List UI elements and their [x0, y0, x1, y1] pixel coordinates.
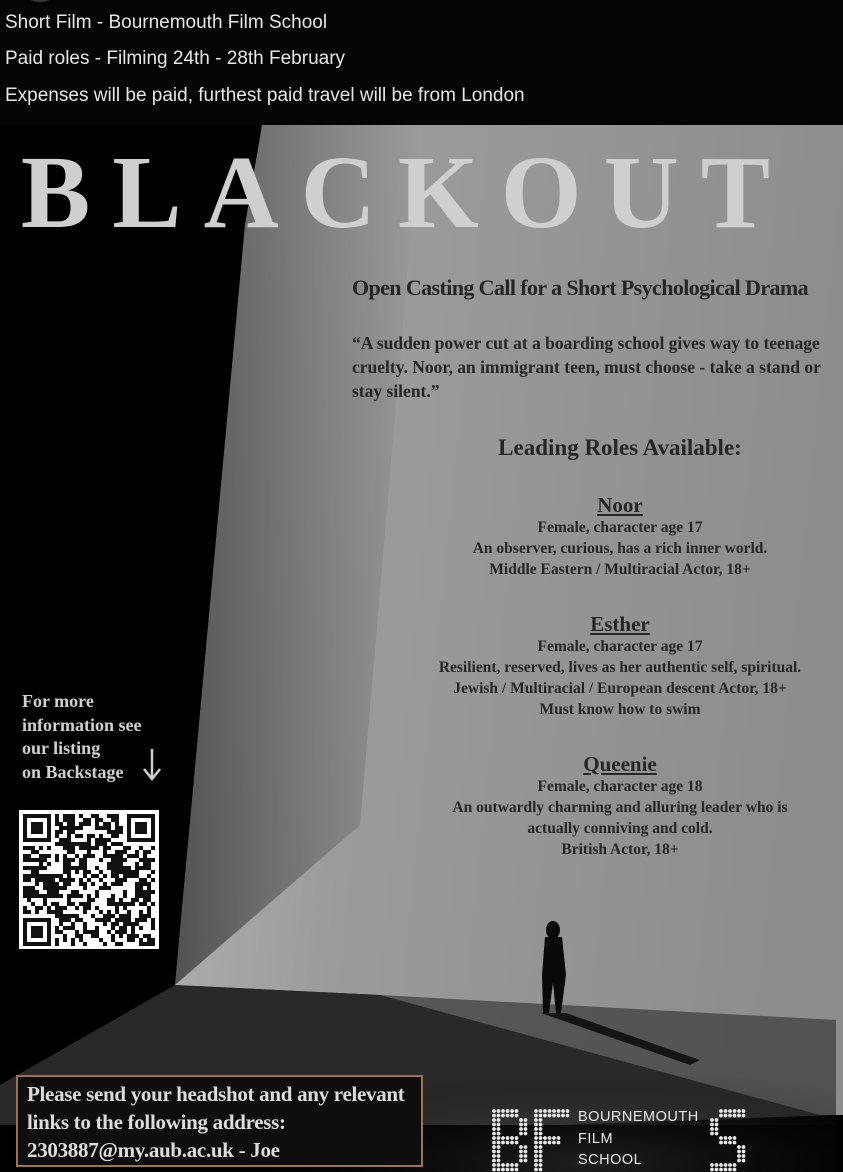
post-caption [0, 0, 843, 125]
film-title: BLACKOUT [20, 135, 793, 250]
role-line: Female, character age 17 [537, 638, 703, 655]
contact-email[interactable]: 2303887@my.aub.ac.uk - Joe [27, 1138, 280, 1162]
contact-line: links to the following address: [27, 1110, 286, 1134]
caption-line-1: Short Film - Bournemouth Film School [5, 12, 328, 33]
role-line: An observer, curious, has a rich inner world. [472, 540, 768, 557]
casting-poster[interactable] [0, 125, 843, 1172]
logo-word: FILM [578, 1130, 614, 1147]
contact-line: Please send your headshot and any relevant [27, 1082, 405, 1106]
arrow-down-icon [143, 749, 161, 781]
more-info-line: For more [22, 691, 94, 711]
logo-word: SCHOOL [578, 1152, 643, 1168]
more-info-line: our listing [22, 738, 101, 758]
logline: “A sudden power cut at a boarding school gives way to teenage cruelty. Noor, an immigrant teen, must choose - take a stand or stay silent.” [352, 333, 821, 401]
role-name: Queenie [583, 752, 657, 776]
qr-finder [23, 814, 51, 842]
roles-heading: Leading Roles Available: [498, 435, 742, 460]
backstage-qr-code[interactable] [19, 810, 159, 949]
role-line: An outwardly charming and alluring leader who is [452, 799, 788, 816]
role-line: British Actor, 18+ [561, 841, 679, 858]
role-line: Jewish / Multiracial / European descent Actor, 18+ [453, 680, 787, 697]
bfs-logo-text [578, 1107, 699, 1172]
role-line: Middle Eastern / Multiracial Actor, 18+ [489, 561, 751, 578]
role-name: Esther [590, 612, 650, 636]
bfs-logo [490, 1105, 750, 1172]
role-line: Resilient, reserved, lives as her authentic self, spiritual. [438, 659, 802, 676]
contact-box [16, 1075, 423, 1167]
role-line: Female, character age 18 [537, 778, 703, 795]
role-name: Noor [597, 493, 643, 517]
avatar[interactable] [26, 0, 54, 2]
more-info-line: information see [22, 714, 142, 735]
role-queenie [400, 752, 840, 860]
casting-subtitle: Open Casting Call for a Short Psychological Drama [352, 275, 809, 300]
role-line: Must know how to swim [539, 701, 701, 718]
caption-line-3: Expenses will be paid, furthest paid travel will be from London [5, 85, 525, 106]
contact-text [27, 1080, 405, 1164]
role-noor [400, 493, 840, 580]
role-esther [400, 612, 840, 720]
caption-line-2: Paid roles - Filming 24th - 28th February [5, 48, 346, 69]
role-line: Female, character age 17 [537, 519, 703, 536]
qr-finder [127, 814, 155, 842]
logo-word: BOURNEMOUTH [578, 1109, 699, 1125]
more-info-line: on Backstage [22, 761, 124, 782]
role-line: actually conniving and cold. [527, 820, 713, 837]
qr-finder [23, 918, 51, 946]
